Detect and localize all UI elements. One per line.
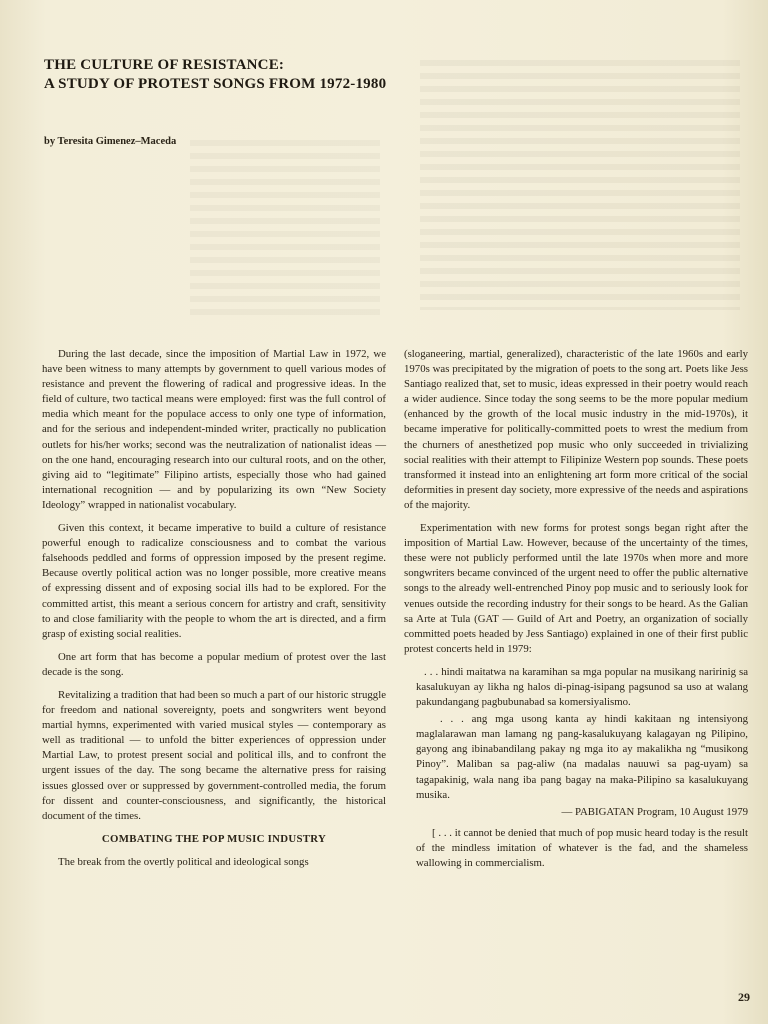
paragraph: One art form that has become a popular medium of protest over the last decade is the song. — [42, 650, 386, 678]
bleed-through-texture — [420, 60, 740, 310]
paragraph: During the last decade, since the imposition of Martial Law in 1972, we have been witness to many attempts by government to quell various modes of resistance and prevent the flowering of radical and progressive ideas. In the field of culture, two tactical means were employed: first was the full control of media which meant for the populace access to only one type of information, and for the serious and independent-minded writer, practically no publication outlets for his/her works; second was the neutralization of nationalist ideas — on the one hand, encouraging research into our cultural roots, and on the other, giving aid to “legitimate” Filipino artists, especially those who had gained international recognition — and by popularizing its own “New Society Ideology” wrapped in nationalist vocabulary. — [42, 348, 386, 511]
paragraph: The break from the overtly political and ideological songs — [58, 855, 309, 868]
page-number: 29 — [738, 990, 750, 1004]
quote-paragraph-1: . . . hindi maitatwa na karamihan sa mga popular na musikang naririnig sa kasalukuyan ay likha ng halos di-pinag-isipang pagsunod sa uso at walang pakundangang pagbubunabad sa komersiyalismo. — [416, 665, 748, 709]
paragraph: Revitalizing a tradition that had been so much a part of our historic struggle for freedom and national sovereignty, poets and songwriters went beyond martial hymns, experimented with varied musical styles — contemporary as well as traditional — to unfold the bitter experiences of oppression under Martial Law, to protest present social and political ills, and to confront the urgent issues of the day. The song became the alternative press for raising issues glossed over or suppressed by government-controlled media, the forum for dissent and counter-consciousness, and significantly, the historical document of the times. — [42, 688, 386, 822]
paragraph: Given this context, it became imperative to build a culture of resistance powerful enough to radicalize consciousness and to combat the various falsehoods peddled and forms of oppression imposed by the present regime. Because overtly political action was no longer possible, more creative means of expressing dissent and of exposing social ills had to be explored. For the committed artist, this meant a serious concern for artistry and craft, sensitivity to and close familiarity with the people to whom the art is directed, and a firm grasp of existing social realities. — [42, 522, 386, 640]
paragraph: (sloganeering, martial, generalized), characteristic of the late 1960s and early 1970s was precipitated by the migration of poets to the song art. Poets like Jess Santiago realized that, set to music, ideas expressed in their poetry would reach a wider audience. Since today the song seems to be the more popular medium (enhanced by the growth of the local music industry in the mid-1970s), it became imperative for politically-committed poets to wrest the medium from the churners of anesthetized pop music who only succeeded in trivializing social realities with their attempt to Filipinize Western pop sounds. These poets transformed it instead into an enlightening art form more critical of the social deformities in present day society, more expressive of the needs and aspirations of the majority. — [404, 348, 748, 511]
block-quote — [416, 665, 748, 820]
translation-paragraph: [ . . . it cannot be denied that much of pop music heard today is the result of the mindless imitation of whatever is the fad, and the shameless wallowing in commercialism. — [416, 826, 748, 869]
article-title — [44, 56, 464, 94]
section-heading: COMBATING THE POP MUSIC INDUSTRY — [101, 832, 327, 845]
quote-attribution: — PABIGATAN Program, 10 August 1979 — [561, 805, 748, 818]
paragraph: Experimentation with new forms for protest songs began right after the imposition of Martial Law. However, because of the uncertainty of the times, these were not publicly performed until the late 1970s when more and more songwriters became convinced of the urgent need to offer the public alternative songs to the already well-entrenched Pinoy pop music and to seriously look for venues outside the recording industry for their songs to be heard. As the Galian sa Arte at Tula (GAT — Guild of Art and Poetry, an organization of socially committed poets headed by Jess Santiago) explained in one of their first public protest concerts held in 1979: — [404, 522, 748, 655]
title-line-2: A STUDY OF PROTEST SONGS FROM 1972-1980 — [44, 76, 387, 92]
bleed-through-texture-2 — [190, 140, 380, 320]
left-column — [42, 347, 386, 878]
author-byline: by Teresita Gimenez–Maceda — [44, 136, 177, 147]
title-line-1: THE CULTURE OF RESISTANCE: — [44, 57, 285, 73]
right-column — [404, 347, 748, 879]
quote-paragraph-2: . . . ang mga usong kanta ay hindi kakitaan ng intensiyong maglalarawan man lamang ng pang-kasalukuyang kalagayan ng Pilipino, gayong ang ibinabandilang pakay ng mga ito ay makalikha ng “musikong Pinoy”. Maliban sa pag-aliw (na madalas nauuwi sa pag-uyam) sa tagapakinig, wala nang iba pang bagay na maka-Pilipino sa kasalukuyang musika. — [416, 713, 748, 801]
